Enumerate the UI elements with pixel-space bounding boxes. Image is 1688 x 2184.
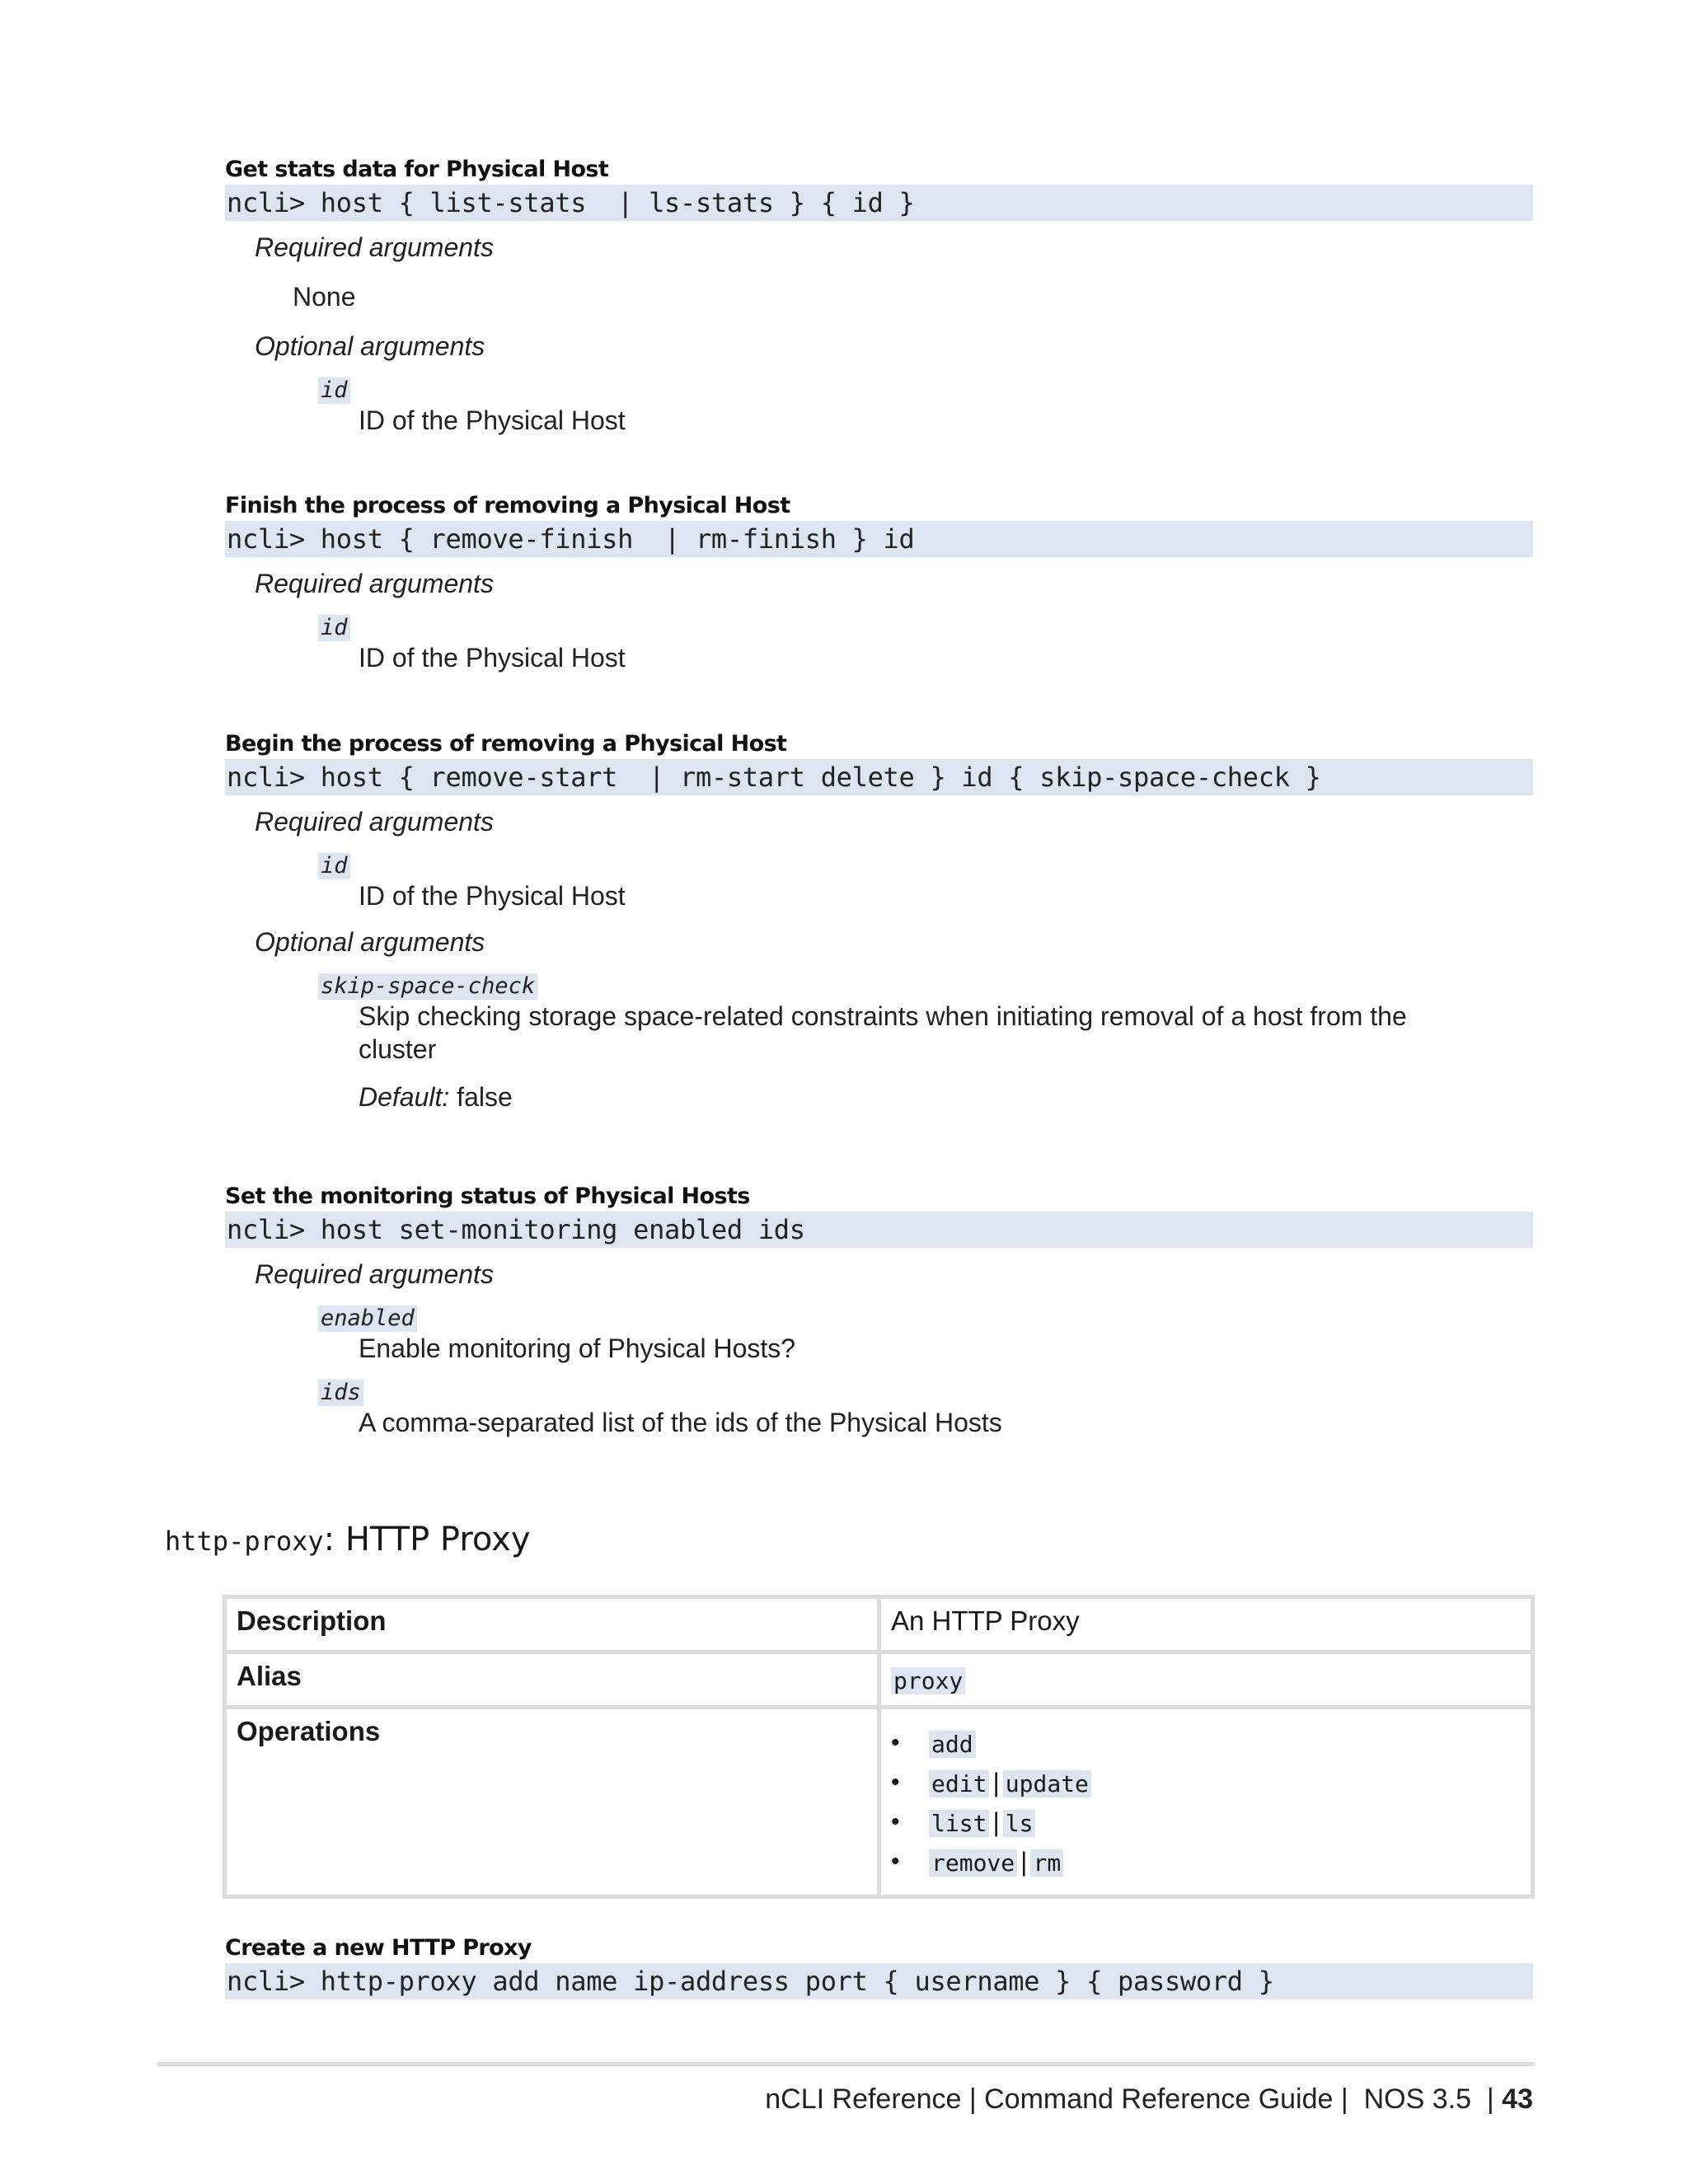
bullet-icon: • (891, 1729, 900, 1756)
section-title: Create a new HTTP Proxy (225, 1935, 532, 1961)
operations-cell (879, 1708, 1533, 1897)
list-item (891, 1764, 1521, 1803)
required-arguments-heading: Required arguments (255, 807, 494, 837)
section-remove-start (225, 729, 1533, 1113)
section-remove-finish (225, 491, 1533, 674)
section-title: Begin the process of removing a Physical Host (225, 731, 787, 757)
default-value: false (457, 1082, 513, 1112)
param-description: A comma-separated list of the ids of the Physical Hosts (359, 1408, 1002, 1437)
param-description: ID of the Physical Host (359, 643, 626, 673)
operation-separator: | (1020, 1847, 1028, 1877)
section-get-stats (225, 155, 1533, 437)
default-label: Default: (359, 1082, 450, 1112)
alias-label: Alias (225, 1652, 879, 1708)
operation-alias: update (1003, 1770, 1091, 1797)
list-item (891, 1724, 1521, 1764)
param-name: ids (318, 1380, 363, 1406)
param-name: enabled (318, 1305, 417, 1332)
list-item (891, 1843, 1521, 1882)
param-description: Enable monitoring of Physical Hosts? (359, 1333, 796, 1363)
http-proxy-table (223, 1595, 1535, 1899)
operation-name: add (929, 1731, 976, 1758)
param-name: id (318, 377, 350, 404)
list-item (891, 1803, 1521, 1843)
section-create-http-proxy (225, 1933, 1533, 1999)
operation-name: edit (929, 1770, 989, 1797)
bullet-icon: • (891, 1848, 900, 1875)
operations-label: Operations (225, 1708, 879, 1897)
section-set-monitoring (225, 1182, 1533, 1439)
alias-cell (879, 1652, 1533, 1708)
description-value: An HTTP Proxy (879, 1597, 1533, 1652)
http-proxy-code: http-proxy (165, 1526, 324, 1557)
operation-separator: | (992, 1768, 1000, 1797)
required-arguments-heading: Required arguments (255, 569, 494, 598)
page-number: 43 (1502, 2083, 1533, 2115)
footer-divider (157, 2062, 1535, 2066)
param-name: id (318, 853, 350, 879)
command-line: ncli> http-proxy add name ip-address port { username } { password } (225, 1963, 1533, 1999)
operation-name: list (929, 1810, 989, 1837)
footer-text: nCLI Reference | Command Reference Guide | NOS 3.5 | (765, 2083, 1503, 2115)
required-arguments-heading: Required arguments (255, 232, 494, 262)
param-default (359, 1080, 1447, 1113)
command-line: ncli> host set-monitoring enabled ids (225, 1212, 1533, 1248)
command-line: ncli> host { list-stats | ls-stats } { id } (225, 185, 1533, 221)
param-description: ID of the Physical Host (359, 405, 626, 435)
http-proxy-heading (165, 1515, 531, 1572)
table-row (225, 1708, 1533, 1897)
description-label: Description (225, 1597, 879, 1652)
operation-name: remove (929, 1849, 1017, 1877)
required-none: None (293, 282, 356, 312)
http-proxy-heading-text: : HTTP Proxy (323, 1521, 531, 1558)
operation-alias: ls (1003, 1810, 1036, 1837)
operation-separator: | (992, 1807, 1000, 1837)
param-name: id (318, 615, 350, 641)
page-footer (765, 2080, 1533, 2118)
optional-arguments-heading: Optional arguments (255, 331, 485, 361)
optional-arguments-heading: Optional arguments (255, 927, 485, 957)
param-name: skip-space-check (318, 973, 537, 1000)
param-description: ID of the Physical Host (359, 881, 626, 911)
bullet-icon: • (891, 1769, 900, 1796)
command-line: ncli> host { remove-finish | rm-finish } id (225, 521, 1533, 557)
alias-value: proxy (891, 1667, 965, 1694)
operations-list (891, 1724, 1521, 1882)
param-description: Skip checking storage space-related constraints when initiating removal of a host from the cluster (359, 1001, 1407, 1064)
section-title: Get stats data for Physical Host (225, 157, 609, 182)
table-row (225, 1652, 1533, 1708)
bullet-icon: • (891, 1808, 900, 1835)
command-line: ncli> host { remove-start | rm-start delete } id { skip-space-check } (225, 759, 1533, 795)
section-title: Finish the process of removing a Physical Host (225, 493, 790, 518)
section-title: Set the monitoring status of Physical Hosts (225, 1183, 750, 1209)
operation-alias: rm (1030, 1849, 1063, 1877)
required-arguments-heading: Required arguments (255, 1259, 494, 1289)
table-row (225, 1597, 1533, 1652)
